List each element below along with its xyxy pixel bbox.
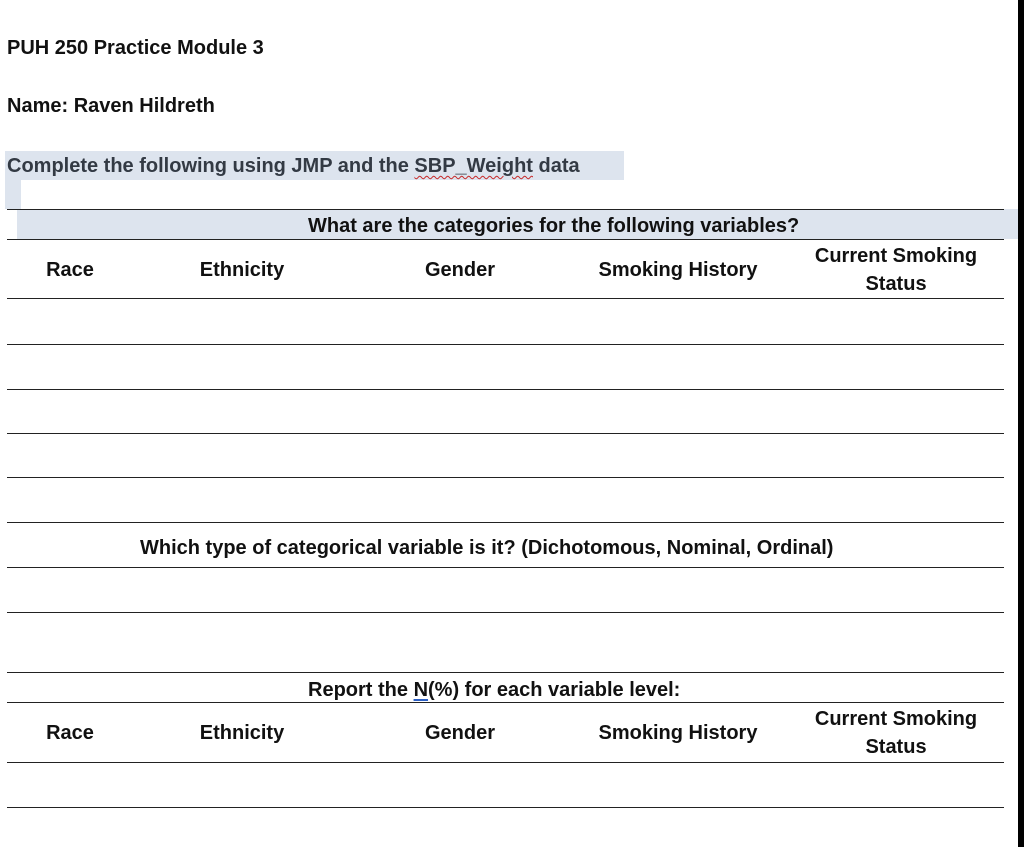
header-smoking-history: Smoking History: [598, 259, 758, 281]
section3-title-n: N: [413, 679, 429, 701]
student-name: Name: Raven Hildreth: [7, 95, 215, 117]
table-rule: [7, 522, 1004, 523]
header-gender-2: Gender: [424, 722, 496, 744]
table-rule: [7, 389, 1004, 390]
header-gender: Gender: [424, 259, 496, 281]
header-race: Race: [46, 259, 94, 281]
table-rule: [7, 702, 1004, 703]
table-rule: [7, 807, 1004, 808]
instruction-text[interactable]: [7, 154, 580, 178]
section1-title: What are the categories for the following variables?: [308, 215, 800, 237]
header-status: Status: [865, 273, 927, 295]
table-rule: [7, 612, 1004, 613]
section3-title: [308, 678, 680, 702]
table-rule: [7, 477, 1004, 478]
window-edge: [1018, 0, 1024, 847]
header-status-2: Status: [865, 736, 927, 758]
section3-title-after: (%) for each variable level:: [428, 679, 681, 701]
table-rule: [7, 344, 1004, 345]
section2-title: Which type of categorical variable is it? (Dichotomous, Nominal, Ordinal): [140, 537, 834, 559]
selection-highlight-margin: [5, 180, 21, 209]
header-ethnicity: Ethnicity: [199, 259, 285, 281]
table-rule: [7, 209, 1004, 210]
table-rule: [7, 239, 1004, 240]
table-rule: [7, 672, 1004, 673]
header-current-smoking-2: Current Smoking: [814, 708, 978, 730]
document-title: PUH 250 Practice Module 3: [7, 37, 264, 59]
table-rule: [7, 762, 1004, 763]
header-current-smoking: Current Smoking: [814, 245, 978, 267]
section3-title-before: Report the: [308, 679, 414, 701]
header-smoking-history-2: Smoking History: [598, 722, 758, 744]
table-rule: [7, 298, 1004, 299]
header-race-2: Race: [46, 722, 94, 744]
dataset-name: SBP_Weight: [414, 155, 533, 177]
header-ethnicity-2: Ethnicity: [199, 722, 285, 744]
instruction-before: Complete the following using JMP and the: [7, 155, 415, 177]
table-rule: [7, 433, 1004, 434]
instruction-after: data: [532, 155, 580, 177]
table-rule: [7, 567, 1004, 568]
